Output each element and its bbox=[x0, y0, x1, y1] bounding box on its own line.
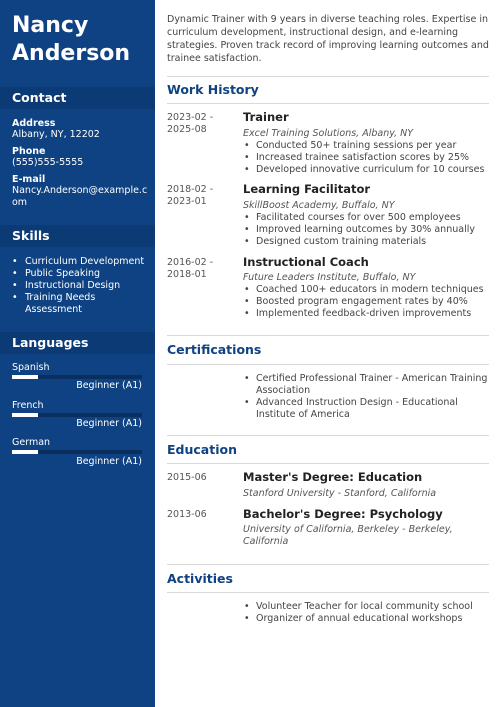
divider bbox=[167, 592, 489, 593]
job-bullets bbox=[243, 140, 489, 176]
divider bbox=[167, 463, 489, 464]
skill-item: • Training Needs Assessment bbox=[12, 292, 152, 316]
language-level-fill bbox=[12, 413, 38, 417]
job-org: SkillBoost Academy, Buffalo, NY bbox=[243, 200, 395, 211]
job-bullet: • Designed custom training materials bbox=[243, 236, 489, 248]
job-title: Learning Facilitator bbox=[243, 182, 371, 196]
activities-heading: Activities bbox=[167, 571, 233, 586]
language-name: Spanish bbox=[12, 362, 50, 373]
work-history-heading: Work History bbox=[167, 82, 259, 97]
education-date: 2013-06 bbox=[167, 509, 207, 520]
email-value[interactable]: Nancy.Anderson@example.com bbox=[12, 185, 148, 208]
job-bullet: • Improved learning outcomes by 30% annually bbox=[243, 224, 489, 236]
languages-heading: Languages bbox=[0, 332, 155, 354]
job-bullet: • Coached 100+ educators in modern techniques bbox=[243, 284, 489, 296]
language-level: Beginner (A1) bbox=[76, 380, 142, 391]
skill-item: • Curriculum Development bbox=[12, 256, 152, 268]
divider bbox=[167, 435, 489, 436]
activity-item: • Organizer of annual educational workshops bbox=[243, 613, 489, 625]
job-org: Excel Training Solutions, Albany, NY bbox=[243, 128, 414, 139]
education-school: Stanford University - Stanford, California bbox=[243, 488, 437, 499]
job-bullet: • Developed innovative curriculum for 10 courses bbox=[243, 164, 489, 176]
education-heading: Education bbox=[167, 442, 237, 457]
certification-item: • Certified Professional Trainer - American Training Association bbox=[243, 373, 489, 397]
job-date: 2018-02 - 2023-01 bbox=[167, 184, 214, 207]
divider bbox=[167, 335, 489, 336]
address-label: Address bbox=[12, 118, 56, 129]
education-school: University of California, Berkeley - Berkeley, California bbox=[243, 524, 453, 547]
job-bullet: • Implemented feedback-driven improvements bbox=[243, 308, 489, 320]
job-bullets bbox=[243, 212, 489, 248]
job-bullet: • Facilitated courses for over 500 employees bbox=[243, 212, 489, 224]
skill-item: • Public Speaking bbox=[12, 268, 152, 280]
first-name: Nancy bbox=[12, 13, 89, 38]
certifications-list bbox=[243, 373, 489, 421]
job-bullets bbox=[243, 284, 489, 320]
job-title: Instructional Coach bbox=[243, 255, 369, 269]
language-level-bar bbox=[12, 450, 142, 454]
email-label: E-mail bbox=[12, 174, 46, 185]
job-date: 2023-02 - 2025-08 bbox=[167, 112, 214, 135]
job-bullet: • Conducted 50+ training sessions per year bbox=[243, 140, 489, 152]
professional-summary: Dynamic Trainer with 9 years in diverse teaching roles. Expertise in curriculum development, instructional design, and e-learning strategies. Proven track record of improving learning outcomes and trainee satisfaction. bbox=[167, 14, 489, 64]
language-level-fill bbox=[12, 375, 38, 379]
divider bbox=[167, 103, 489, 104]
contact-heading: Contact bbox=[0, 87, 155, 109]
language-level: Beginner (A1) bbox=[76, 418, 142, 429]
certifications-heading: Certifications bbox=[167, 342, 262, 357]
activities-list bbox=[243, 601, 489, 625]
skills-list bbox=[12, 256, 152, 316]
language-name: German bbox=[12, 437, 51, 448]
candidate-name bbox=[12, 12, 152, 68]
divider bbox=[167, 564, 489, 565]
education-date: 2015-06 bbox=[167, 472, 207, 483]
language-level-fill bbox=[12, 450, 38, 454]
job-bullet: • Boosted program engagement rates by 40% bbox=[243, 296, 489, 308]
education-degree: Master's Degree: Education bbox=[243, 470, 423, 484]
certification-item: • Advanced Instruction Design - Educational Institute of America bbox=[243, 397, 489, 421]
divider bbox=[167, 364, 489, 365]
job-title: Trainer bbox=[243, 110, 289, 124]
phone-value: (555)555-5555 bbox=[12, 157, 84, 168]
education-degree: Bachelor's Degree: Psychology bbox=[243, 507, 443, 521]
sidebar bbox=[0, 0, 155, 707]
activity-item: • Volunteer Teacher for local community school bbox=[243, 601, 489, 613]
job-org: Future Leaders Institute, Buffalo, NY bbox=[243, 272, 416, 283]
job-bullet: • Increased trainee satisfaction scores by 25% bbox=[243, 152, 489, 164]
phone-label: Phone bbox=[12, 146, 46, 157]
language-level: Beginner (A1) bbox=[76, 456, 142, 467]
language-name: French bbox=[12, 400, 44, 411]
language-level-bar bbox=[12, 413, 142, 417]
skill-item: • Instructional Design bbox=[12, 280, 152, 292]
skills-heading: Skills bbox=[0, 225, 155, 247]
address-value: Albany, NY, 12202 bbox=[12, 129, 100, 140]
main-content bbox=[155, 0, 500, 707]
divider bbox=[167, 76, 489, 77]
last-name: Anderson bbox=[12, 41, 131, 66]
job-date: 2016-02 - 2018-01 bbox=[167, 257, 214, 280]
language-level-bar bbox=[12, 375, 142, 379]
